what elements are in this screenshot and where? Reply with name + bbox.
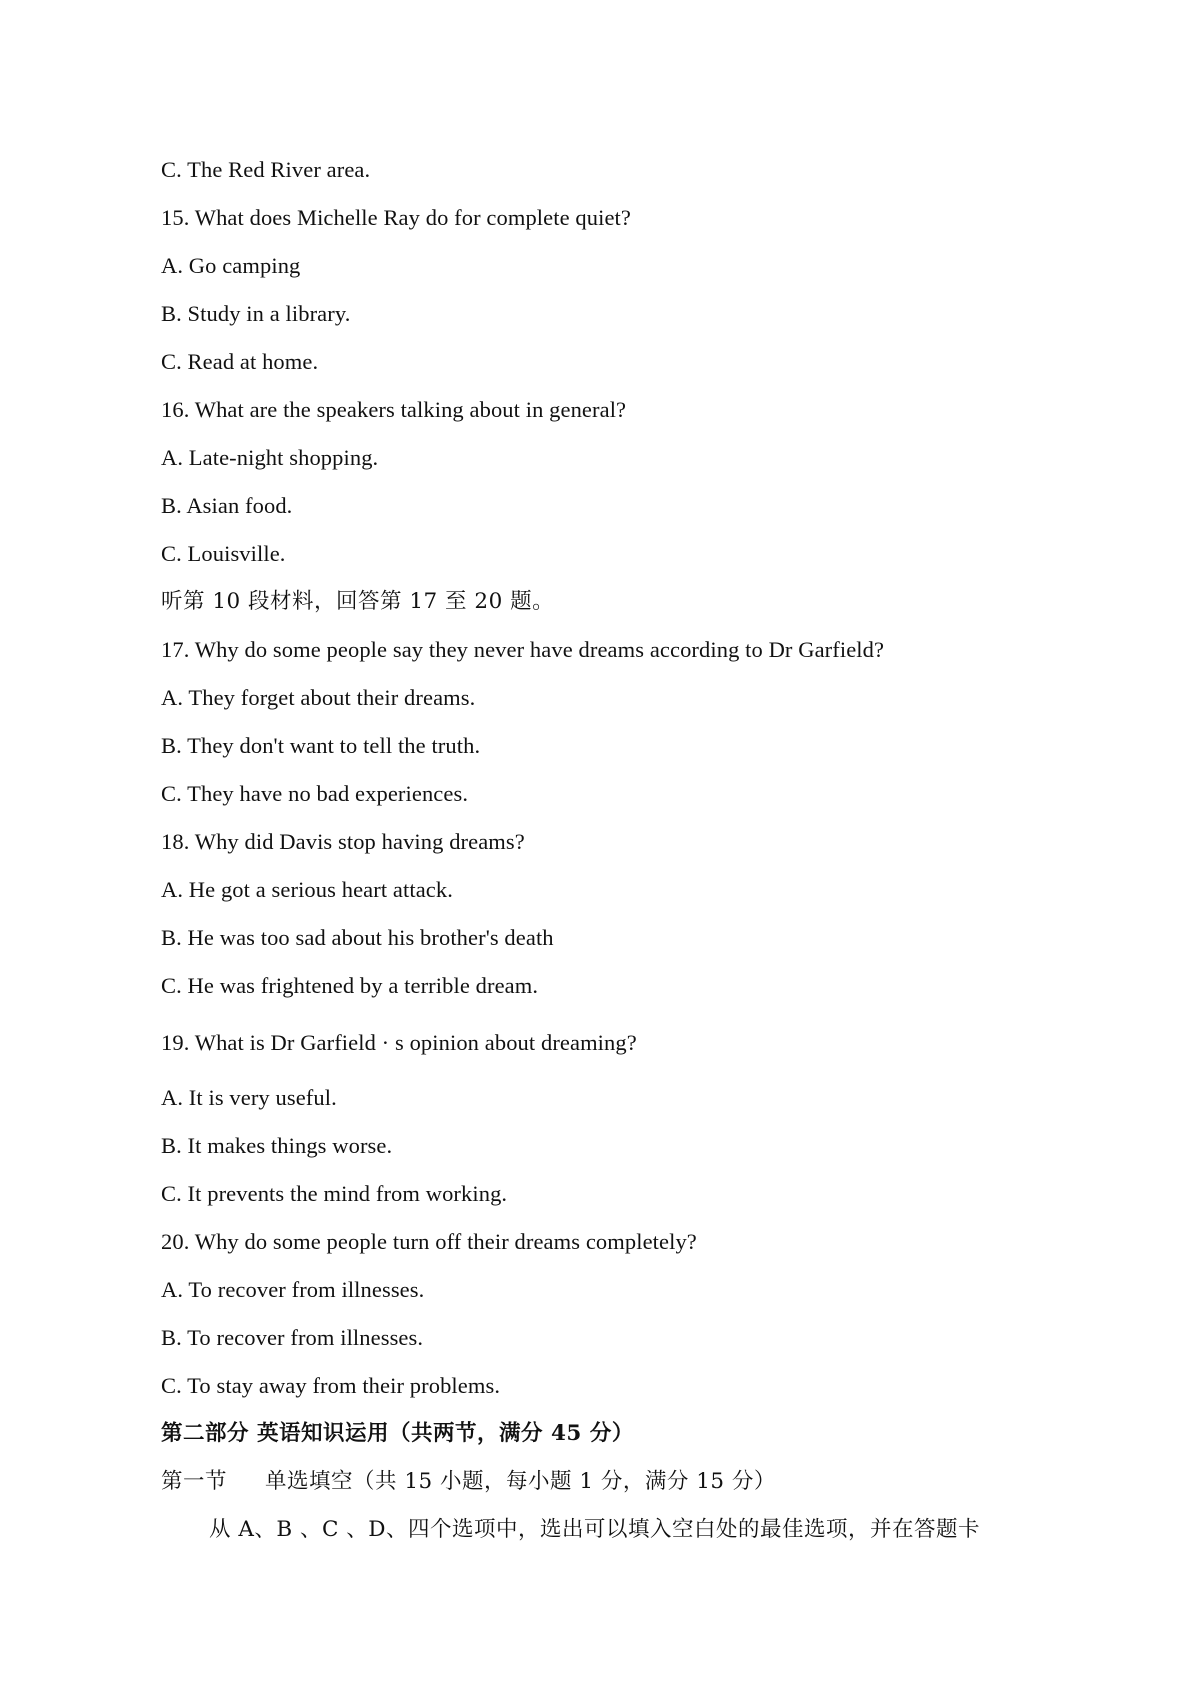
option-18c: C. He was frightened by a terrible dream. xyxy=(161,973,539,998)
section-one-label: 第一节 xyxy=(161,1469,228,1494)
option-16a: A. Late-night shopping. xyxy=(161,445,379,470)
option-16b: B. Asian food. xyxy=(161,493,293,518)
option-19a: A. It is very useful. xyxy=(161,1085,337,1110)
section-one-instruction: 从 A、B 、C 、D、四个选项中，选出可以填入空白处的最佳选项，并在答题卡 xyxy=(209,1517,981,1542)
option-20b: B. To recover from illnesses. xyxy=(161,1325,424,1350)
option-17b: B. They don't want to tell the truth. xyxy=(161,733,481,758)
option-19b: B. It makes things worse. xyxy=(161,1133,393,1158)
section-instruction-10: 听第 10 段材料，回答第 17 至 20 题。 xyxy=(161,589,555,614)
question-19: 19. What is Dr Garfield · s opinion about dreaming? xyxy=(161,1030,637,1055)
option-16c: C. Louisville. xyxy=(161,541,286,566)
section-one-heading xyxy=(161,1467,776,1497)
option-20c: C. To stay away from their problems. xyxy=(161,1373,501,1398)
question-16: 16. What are the speakers talking about in general? xyxy=(161,397,627,422)
option-18b: B. He was too sad about his brother's death xyxy=(161,925,554,950)
question-17: 17. Why do some people say they never have dreams according to Dr Garfield? xyxy=(161,637,885,662)
option-15c: C. Read at home. xyxy=(161,349,319,374)
option-19c: C. It prevents the mind from working. xyxy=(161,1181,508,1206)
option-15a: A. Go camping xyxy=(161,253,301,278)
option-18a: A. He got a serious heart attack. xyxy=(161,877,453,902)
option-17a: A. They forget about their dreams. xyxy=(161,685,476,710)
question-20: 20. Why do some people turn off their dreams completely? xyxy=(161,1229,697,1254)
option-17c: C. They have no bad experiences. xyxy=(161,781,469,806)
option-20a: A. To recover from illnesses. xyxy=(161,1277,425,1302)
part-two-heading: 第二部分 英语知识运用（共两节，满分 45 分） xyxy=(161,1421,634,1446)
question-15: 15. What does Michelle Ray do for complete quiet? xyxy=(161,205,631,230)
option-14c: C. The Red River area. xyxy=(161,157,371,182)
question-18: 18. Why did Davis stop having dreams? xyxy=(161,829,525,854)
option-15b: B. Study in a library. xyxy=(161,301,351,326)
section-one-description: 单选填空（共 15 小题，每小题 1 分，满分 15 分） xyxy=(265,1469,776,1494)
